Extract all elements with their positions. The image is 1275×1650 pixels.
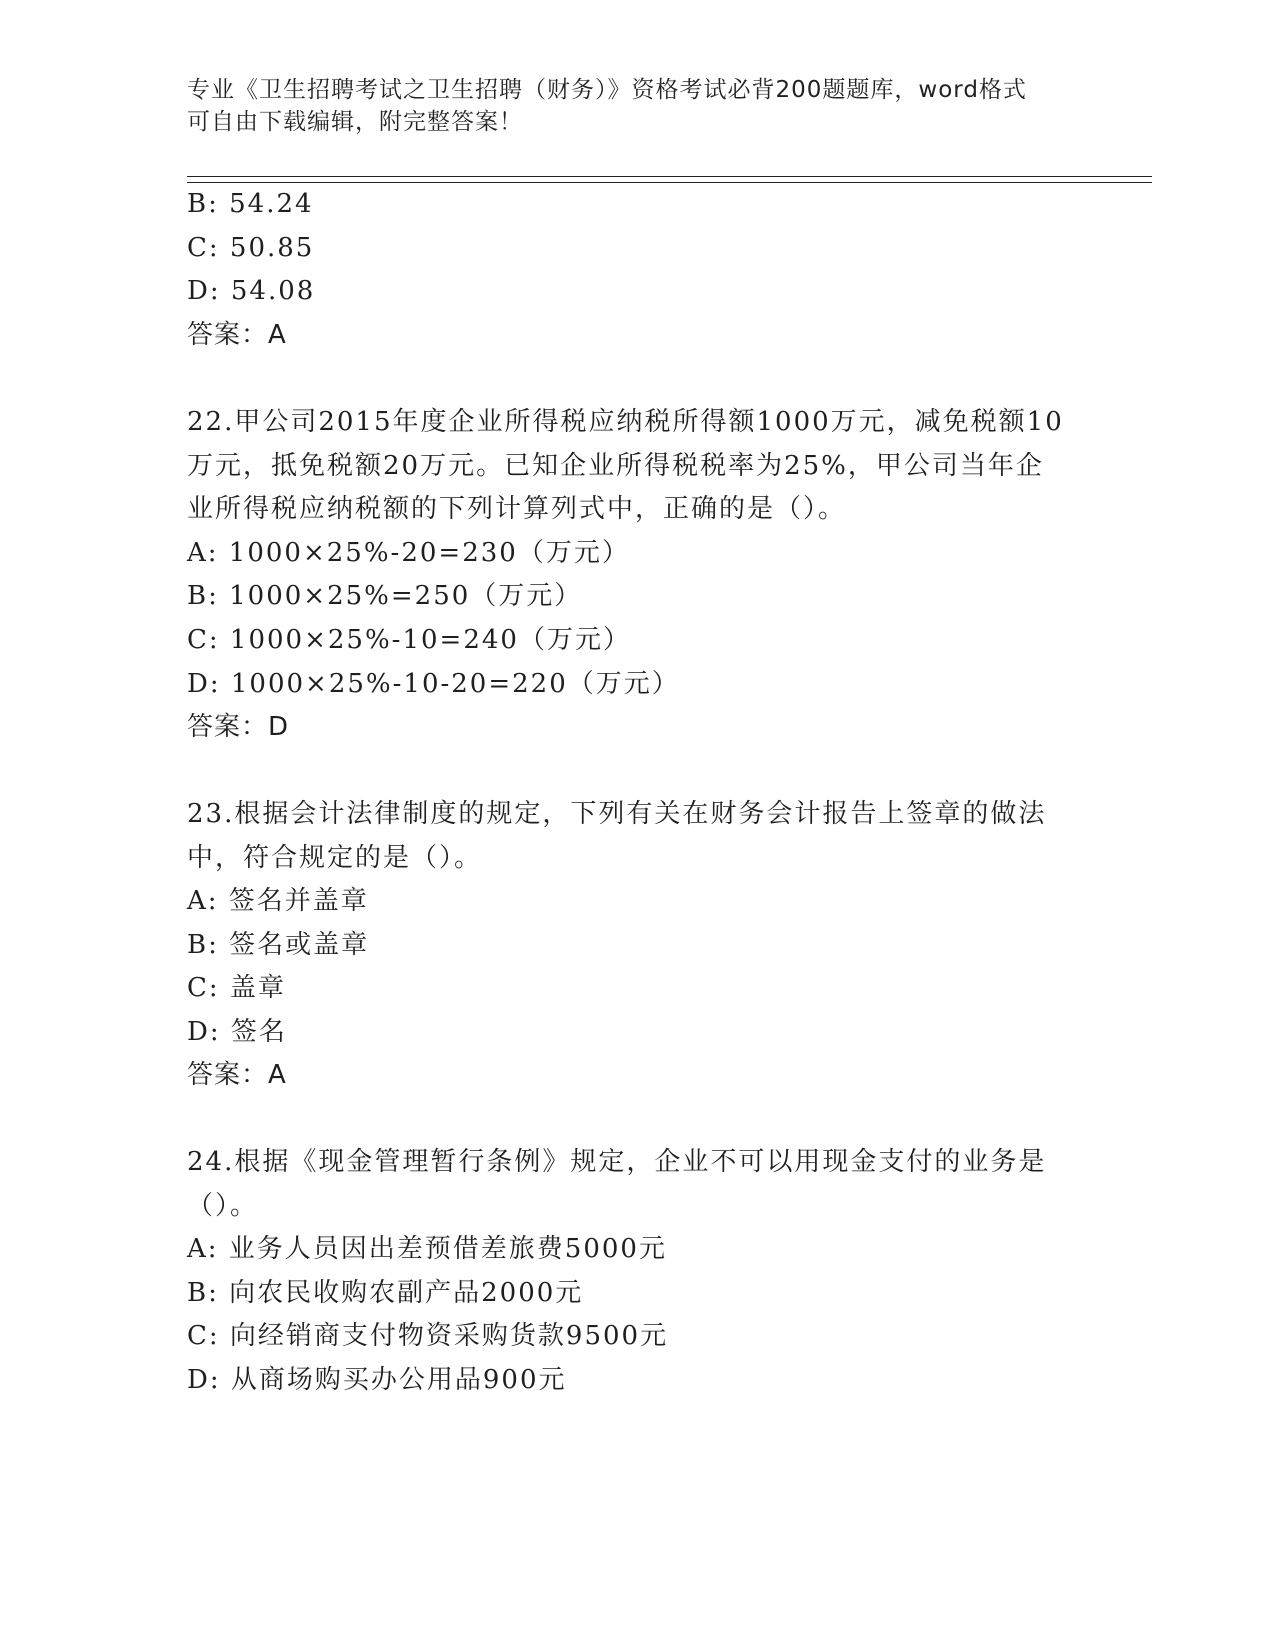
q22-stem-line-1: 22.甲公司2015年度企业所得税应纳税所得额1000万元，减免税额10 <box>187 407 1064 437</box>
q22-option-b: B: 1000×25%=250（万元） <box>187 581 583 611</box>
q22-option-d: D: 1000×25%-10-20=220（万元） <box>187 669 680 699</box>
q23-option-a: A: 签名并盖章 <box>187 886 369 916</box>
q22-answer: 答案：D <box>187 712 290 742</box>
q23-stem-line-2: 中，符合规定的是（）。 <box>187 843 483 873</box>
header-line-1: 专业《卫生招聘考试之卫生招聘（财务）》资格考试必背200题题库，word格式 <box>187 77 1027 103</box>
header-line-2: 可自由下载编辑，附完整答案！ <box>187 109 523 135</box>
q24-option-c: C: 向经销商支付物资采购货款9500元 <box>187 1321 669 1351</box>
q23-option-c: C: 盖章 <box>187 973 286 1003</box>
q24-stem-line-1: 24.根据《现金管理暂行条例》规定，企业不可以用现金支付的业务是 <box>187 1147 1047 1177</box>
q22-option-c: C: 1000×25%-10=240（万元） <box>187 625 631 655</box>
prev-option-b: B: 54.24 <box>187 189 314 219</box>
q24-stem-line-2: （）。 <box>187 1191 259 1221</box>
prev-answer: 答案：A <box>187 320 287 350</box>
prev-option-d: D: 54.08 <box>187 276 316 306</box>
q23-answer: 答案：A <box>187 1060 287 1090</box>
q23-option-d: D: 签名 <box>187 1017 287 1047</box>
q22-option-a: A: 1000×25%-20=230（万元） <box>187 538 630 568</box>
q22-stem-line-2: 万元，抵免税额20万元。已知企业所得税税率为25%，甲公司当年企 <box>187 451 1044 481</box>
q23-option-b: B: 签名或盖章 <box>187 930 370 960</box>
q24-option-b: B: 向农民收购农副产品2000元 <box>187 1278 584 1308</box>
prev-option-c: C: 50.85 <box>187 233 315 263</box>
header-divider-bottom <box>187 182 1152 183</box>
q24-option-a: A: 业务人员因出差预借差旅费5000元 <box>187 1234 667 1264</box>
header-divider-top <box>187 176 1152 177</box>
q23-stem-line-1: 23.根据会计法律制度的规定，下列有关在财务会计报告上签章的做法 <box>187 799 1047 829</box>
document-header <box>187 74 1087 138</box>
q24-option-d: D: 从商场购买办公用品900元 <box>187 1365 567 1395</box>
q22-stem-line-3: 业所得税应纳税额的下列计算列式中，正确的是（）。 <box>187 494 847 524</box>
